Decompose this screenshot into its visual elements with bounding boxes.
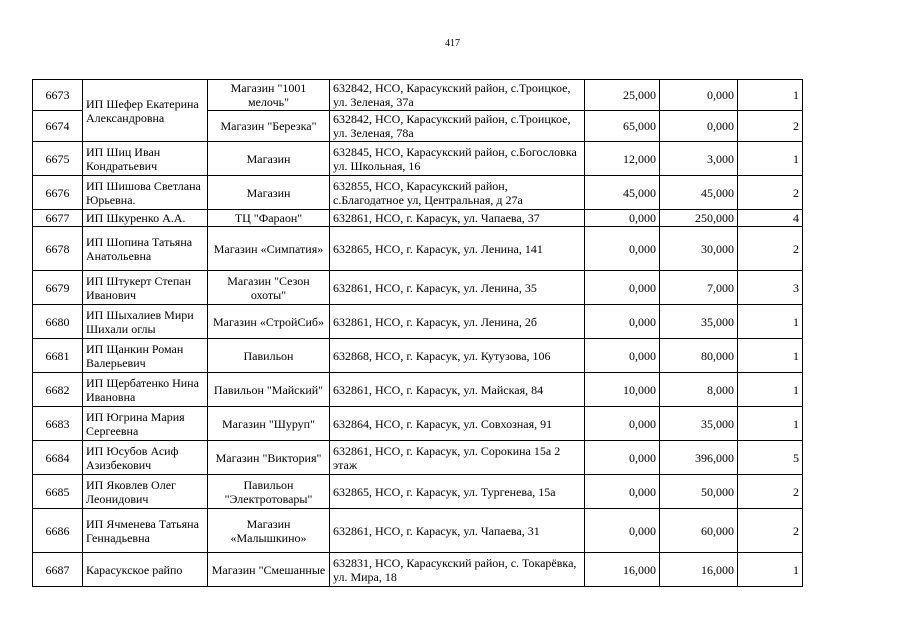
value-1: 0,000	[585, 441, 660, 475]
table-row	[33, 441, 803, 475]
value-1: 0,000	[585, 305, 660, 339]
value-1: 10,000	[585, 373, 660, 407]
item-count: 1	[738, 305, 803, 339]
object-address: 632861, НСО, г. Карасук, ул. Чапаева, 37	[330, 210, 585, 227]
item-count: 3	[738, 271, 803, 305]
value-1: 0,000	[585, 339, 660, 373]
value-1: 45,000	[585, 176, 660, 210]
record-number: 6683	[33, 407, 83, 441]
value-1: 0,000	[585, 475, 660, 509]
value-1: 65,000	[585, 111, 660, 142]
table-row	[33, 509, 803, 553]
object-address: 632861, НСО, г. Карасук, ул. Ленина, 35	[330, 271, 585, 305]
table-row	[33, 475, 803, 509]
object-type: Павильон "Электротовары"	[208, 475, 330, 509]
value-2: 16,000	[660, 553, 738, 587]
record-number: 6685	[33, 475, 83, 509]
table-row	[33, 407, 803, 441]
value-2: 45,000	[660, 176, 738, 210]
registry-table	[32, 79, 803, 587]
record-number: 6674	[33, 111, 83, 142]
record-number: 6687	[33, 553, 83, 587]
item-count: 1	[738, 553, 803, 587]
table-row	[33, 339, 803, 373]
record-number: 6681	[33, 339, 83, 373]
item-count: 1	[738, 142, 803, 176]
owner-name: ИП Шишова Светлана Юрьевна.	[83, 176, 208, 210]
item-count: 2	[738, 509, 803, 553]
owner-name: ИП Югрина Мария Сергеевна	[83, 407, 208, 441]
object-address: 632861, НСО, г. Карасук, ул. Ленина, 2б	[330, 305, 585, 339]
object-address: 632861, НСО, г. Карасук, ул. Сорокина 15а 2 этаж	[330, 441, 585, 475]
object-type: Магазин "1001 мелочь"	[208, 80, 330, 111]
object-address: 632861, НСО, г. Карасук, ул. Майская, 84	[330, 373, 585, 407]
owner-name: Карасукское райпо	[83, 553, 208, 587]
value-2: 396,000	[660, 441, 738, 475]
owner-name: ИП Шопина Татьяна Анатольевна	[83, 227, 208, 271]
table-row	[33, 227, 803, 271]
value-2: 50,000	[660, 475, 738, 509]
table-row	[33, 305, 803, 339]
item-count: 1	[738, 339, 803, 373]
object-address: 632861, НСО, г. Карасук, ул. Чапаева, 31	[330, 509, 585, 553]
value-2: 250,000	[660, 210, 738, 227]
object-address: 632831, НСО, Карасукский район, с. Токарёвка, ул. Мира, 18	[330, 553, 585, 587]
item-count: 1	[738, 80, 803, 111]
value-1: 0,000	[585, 210, 660, 227]
owner-name: ИП Яковлев Олег Леонидович	[83, 475, 208, 509]
object-type: Магазин «Малышкино»	[208, 509, 330, 553]
value-2: 0,000	[660, 80, 738, 111]
value-1: 16,000	[585, 553, 660, 587]
item-count: 2	[738, 227, 803, 271]
object-address: 632865, НСО, г. Карасук, ул. Тургенева, 15а	[330, 475, 585, 509]
value-2: 35,000	[660, 407, 738, 441]
value-1: 25,000	[585, 80, 660, 111]
table-row	[33, 80, 803, 111]
value-2: 80,000	[660, 339, 738, 373]
value-2: 0,000	[660, 111, 738, 142]
value-1: 0,000	[585, 227, 660, 271]
record-number: 6675	[33, 142, 83, 176]
value-1: 0,000	[585, 509, 660, 553]
object-type: ТЦ "Фараон"	[208, 210, 330, 227]
table-row	[33, 271, 803, 305]
owner-name: ИП Щанкин Роман Валерьевич	[83, 339, 208, 373]
object-type: Магазин	[208, 142, 330, 176]
owner-name: ИП Шефер Екатерина Александровна	[83, 80, 208, 142]
item-count: 5	[738, 441, 803, 475]
item-count: 2	[738, 176, 803, 210]
item-count: 2	[738, 475, 803, 509]
table-row	[33, 553, 803, 587]
object-type: Магазин "Шуруп"	[208, 407, 330, 441]
owner-name: ИП Щербатенко Нина Ивановна	[83, 373, 208, 407]
record-number: 6682	[33, 373, 83, 407]
record-number: 6678	[33, 227, 83, 271]
page-number: 417	[445, 38, 460, 49]
owner-name: ИП Штукерт Степан Иванович	[83, 271, 208, 305]
value-1: 12,000	[585, 142, 660, 176]
object-type: Магазин «Симпатия»	[208, 227, 330, 271]
owner-name: ИП Шиц Иван Кондратьевич	[83, 142, 208, 176]
object-address: 632864, НСО, г. Карасук, ул. Совхозная, 91	[330, 407, 585, 441]
value-2: 60,000	[660, 509, 738, 553]
object-address: 632868, НСО, г. Карасук, ул. Кутузова, 106	[330, 339, 585, 373]
record-number: 6679	[33, 271, 83, 305]
item-count: 1	[738, 407, 803, 441]
value-2: 7,000	[660, 271, 738, 305]
record-number: 6680	[33, 305, 83, 339]
table-row	[33, 210, 803, 227]
object-type: Магазин "Березка"	[208, 111, 330, 142]
table-row	[33, 142, 803, 176]
object-address: 632842, НСО, Карасукский район, с.Троицкое, ул. Зеленая, 78а	[330, 111, 585, 142]
value-2: 30,000	[660, 227, 738, 271]
item-count: 2	[738, 111, 803, 142]
value-2: 3,000	[660, 142, 738, 176]
object-address: 632855, НСО, Карасукский район, с.Благодатное ул, Центральная, д 27а	[330, 176, 585, 210]
table-row	[33, 176, 803, 210]
item-count: 1	[738, 373, 803, 407]
object-type: Магазин "Сезон охоты"	[208, 271, 330, 305]
record-number: 6677	[33, 210, 83, 227]
value-1: 0,000	[585, 271, 660, 305]
object-type: Магазин "Виктория"	[208, 441, 330, 475]
value-1: 0,000	[585, 407, 660, 441]
object-type: Магазин «СтройСиб»	[208, 305, 330, 339]
object-address: 632845, НСО, Карасукский район, с.Богословка ул. Школьная, 16	[330, 142, 585, 176]
registry-body	[33, 80, 803, 587]
owner-name: ИП Ячменева Татьяна Геннадьевна	[83, 509, 208, 553]
table-row	[33, 373, 803, 407]
object-type: Павильон "Майский"	[208, 373, 330, 407]
record-number: 6676	[33, 176, 83, 210]
record-number: 6673	[33, 80, 83, 111]
object-type: Магазин	[208, 176, 330, 210]
value-2: 35,000	[660, 305, 738, 339]
value-2: 8,000	[660, 373, 738, 407]
object-type: Павильон	[208, 339, 330, 373]
owner-name: ИП Шыхалиев Мири Шихали оглы	[83, 305, 208, 339]
owner-name: ИП Юсубов Асиф Азизбекович	[83, 441, 208, 475]
object-type: Магазин "Смешанные	[208, 553, 330, 587]
object-address: 632865, НСО, г. Карасук, ул. Ленина, 141	[330, 227, 585, 271]
record-number: 6686	[33, 509, 83, 553]
item-count: 4	[738, 210, 803, 227]
owner-name: ИП Шкуренко А.А.	[83, 210, 208, 227]
record-number: 6684	[33, 441, 83, 475]
object-address: 632842, НСО, Карасукский район, с.Троицкое, ул. Зеленая, 37а	[330, 80, 585, 111]
